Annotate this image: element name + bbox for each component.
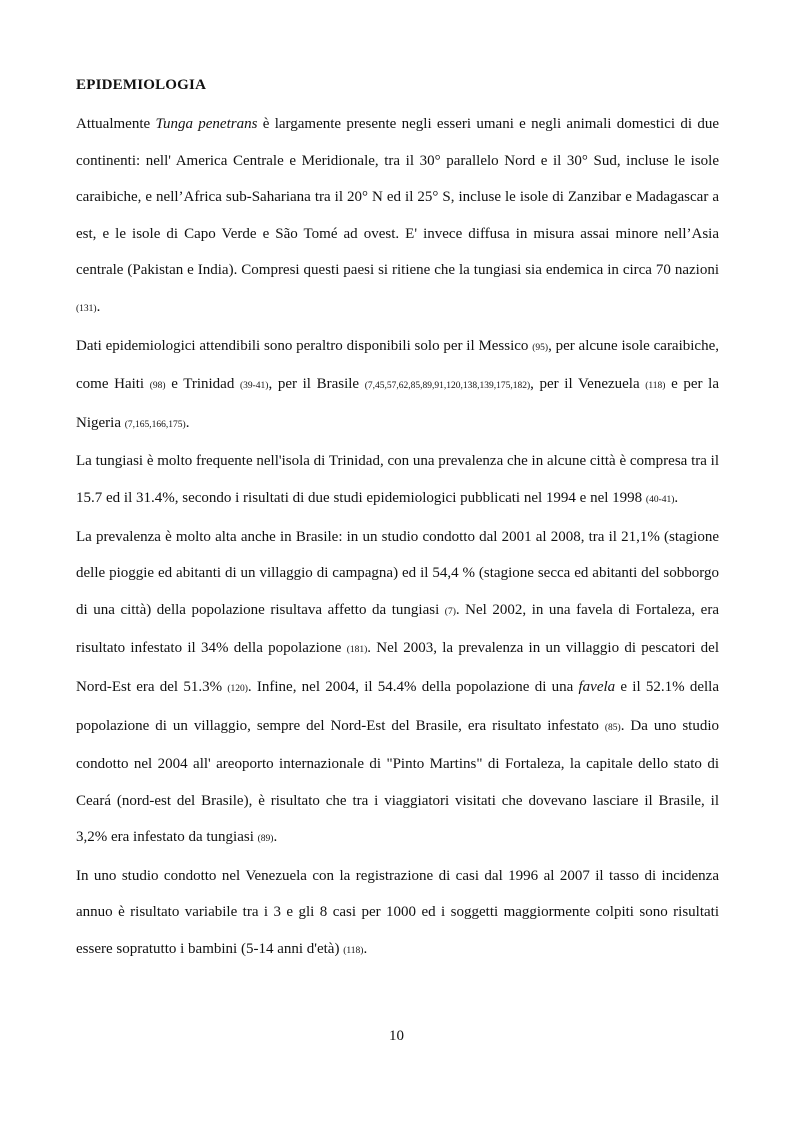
paragraph-trinidad	[76, 443, 719, 518]
text: e per la Nigeria	[76, 376, 719, 431]
citation: (40-41)	[645, 494, 675, 505]
text: In uno studio condotto nel Venezuela con la registrazione di casi dal 1996 al 2007 il tasso di incidenza annuo è risultato variabile tra i 3 e gli 8 casi per 1000 ed i soggetti maggiormente colpiti sono risultati essere sopratutto i bambini (5-14 anni d'età)	[76, 867, 719, 958]
text: .	[96, 298, 101, 315]
text: .	[363, 941, 368, 958]
paragraph-brasil	[76, 519, 719, 858]
text: .	[674, 489, 679, 506]
text: . Nel 2003, la prevalenza in un villaggio di pescatori del Nord-Est era del 51.3%	[76, 640, 719, 695]
text: , per il Brasile	[268, 376, 365, 393]
citation: (118)	[645, 381, 666, 392]
text: .	[185, 414, 190, 431]
page-body	[76, 74, 719, 970]
paragraph-distribution	[76, 106, 719, 328]
citation: (7,165,166,175)	[124, 419, 186, 430]
text: Attualmente	[76, 116, 156, 132]
text: .	[273, 829, 278, 846]
text: e Trinidad	[165, 376, 240, 393]
text: e il 52.1% della popolazione di un villaggio, sempre del Nord-Est del Brasile, era risultato infestato	[76, 678, 719, 734]
citation: (85)	[604, 722, 621, 733]
paragraph-venezuela	[76, 858, 719, 970]
text: . Nel 2002, in una favela di Fortaleza, era risultato infestato il 34% della popolazione	[76, 601, 719, 657]
citation: (7,45,57,62,85,89,91,120,138,139,175,182)	[364, 381, 531, 392]
species-name: Tunga penetrans	[155, 116, 258, 132]
text: , per alcune isole caraibiche, come Haiti	[76, 337, 719, 393]
section-heading: EPIDEMIOLOGIA	[76, 77, 207, 93]
text: La tungiasi è molto frequente nell'isola di Trinidad, con una prevalenza che in alcune città è compresa tra il 15.7 ed il 31.4%, secondo i risultati di due studi epidemiologici pubblicati nel 1994 e nel 1998	[76, 453, 719, 506]
paragraph-data-sources	[76, 328, 719, 444]
text: Dati epidemiologici attendibili sono peraltro disponibili solo per il Messico	[76, 337, 533, 354]
citation: (7)	[444, 606, 456, 617]
text: . Da uno studio condotto nel 2004 all' areoporto internazionale di "Pinto Martins" di Fortaleza, la capitale dello stato di Ceará (nord-est del Brasile), è risultato che tra i viaggiatori visitati che dovevano lasciare il Brasile, il 3,2% era infestato da tungiasi	[76, 717, 719, 846]
citation: (181)	[346, 645, 368, 656]
emphasis: favela	[578, 678, 616, 695]
text: è largamente presente negli esseri umani e negli animali domestici di due continenti: nell' America Centrale e Meridionale, tra il 30° parallelo Nord e il 30° Sud, incluse le isole caraibiche, e nell’Africa sub-Sahariana tra il 20° N ed il 25° S, incluse le isole di Zanzibar e Madagascar a est, e le isole di Capo Verde e São Tomé ad ovest. E' invece diffusa in misura assai minore nell’Asia centrale (Pakistan e India). Compresi questi paesi si ritiene che la tungiasi sia endemica in circa 70 nazioni	[76, 116, 719, 279]
citation: (39-41)	[239, 381, 269, 392]
citation: (118)	[343, 946, 364, 957]
citation: (120)	[227, 683, 248, 694]
citation: (98)	[149, 381, 166, 392]
page-number: 10	[389, 1028, 404, 1044]
citation: (131)	[76, 303, 97, 314]
text: La prevalenza è molto alta anche in Brasile: in un studio condotto dal 2001 al 2008, tra il 21,1% (stagione delle pioggie ed abitanti di un villaggio di campagna) ed il 54,4 % (stagione secca ed abitanti del sobborgo di una città) della popolazione risultava affetto da tungiasi	[76, 528, 719, 618]
citation: (89)	[257, 834, 274, 845]
text: . Infine, nel 2004, il 54.4% della popolazione di una	[247, 678, 579, 695]
citation: (95)	[532, 342, 549, 353]
text: , per il Venezuela	[530, 376, 646, 393]
